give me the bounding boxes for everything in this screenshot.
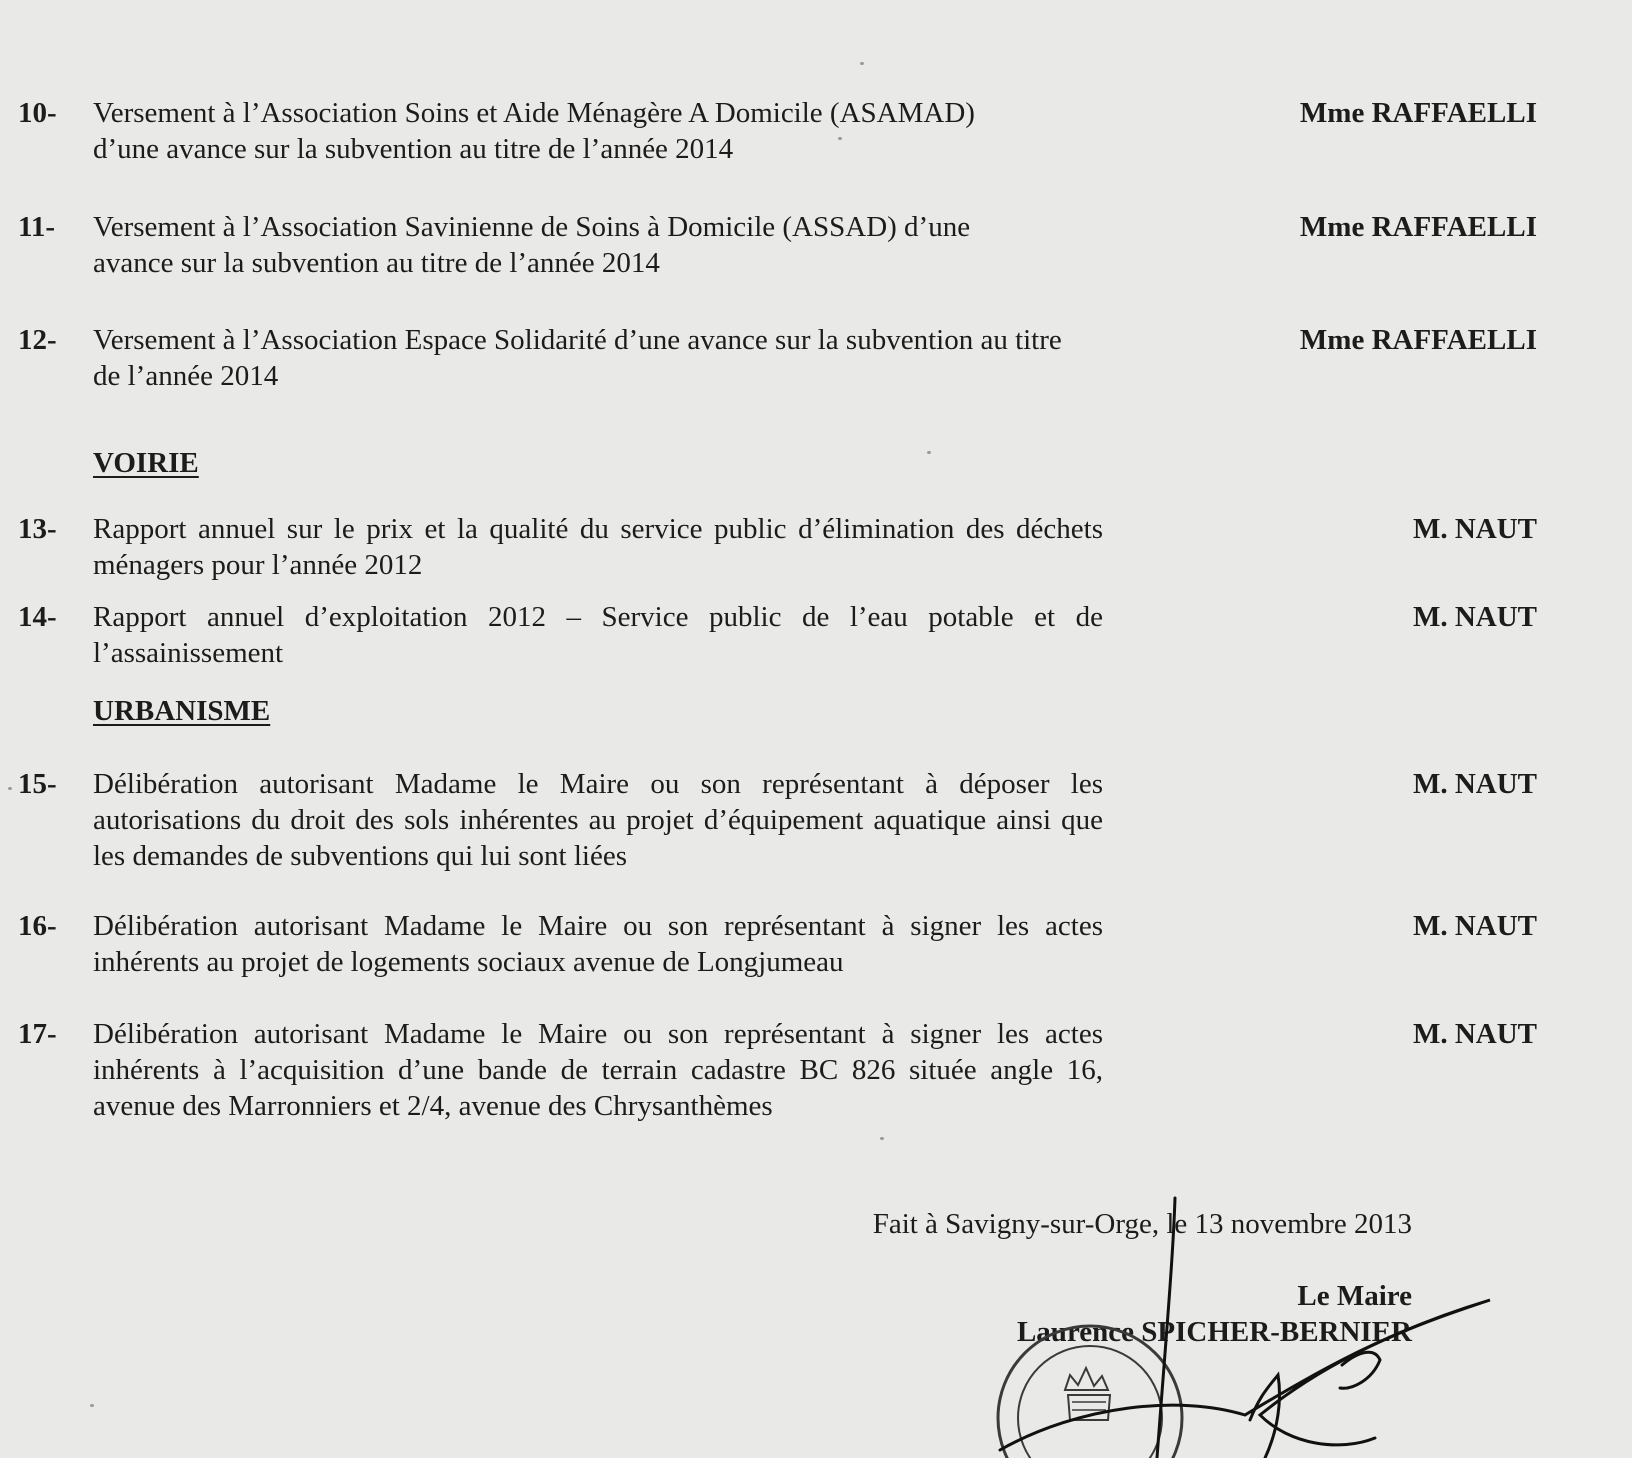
item-rapporteur: M. NAUT (1412, 768, 1537, 800)
item-rapporteur: M. NAUT (1412, 1018, 1537, 1050)
item-text: Versement à l’Association Soins et Aide Ménagère A Domicile (ASAMAD) d’une avance sur la subvention au titre de l’année 2014 (93, 97, 975, 165)
section-heading-urbanisme: URBANISME (93, 695, 271, 727)
item-text: Délibération autorisant Madame le Maire ou son représentant à signer les actes inhérents au projet de logements sociaux avenue de Longjumeau (93, 910, 1103, 978)
item-rapporteur: Mme RAFFAELLI (1299, 97, 1537, 129)
item-number: 15- (18, 768, 57, 800)
scan-speck (927, 451, 931, 454)
item-text: Rapport annuel sur le prix et la qualité du service public d’élimination des déchets ménagers pour l’année 2012 (93, 513, 1103, 581)
item-text: Versement à l’Association Savinienne de Soins à Domicile (ASSAD) d’une avance sur la subvention au titre de l’année 2014 (93, 211, 971, 279)
item-number: 10- (18, 97, 57, 129)
signatory-title: Le Maire (1297, 1280, 1412, 1312)
item-number: 13- (18, 513, 57, 545)
item-rapporteur: M. NAUT (1412, 910, 1537, 942)
item-number: 12- (18, 324, 57, 356)
scan-speck (880, 1137, 884, 1140)
item-rapporteur: Mme RAFFAELLI (1299, 211, 1537, 243)
item-number: 16- (18, 910, 57, 942)
item-text: Rapport annuel d’exploitation 2012 – Service public de l’eau potable et de l’assainissement (93, 601, 1103, 669)
scan-speck (860, 62, 864, 65)
signatory-name: Laurence SPICHER-BERNIER (1016, 1316, 1412, 1348)
item-number: 17- (18, 1018, 57, 1050)
item-number: 11- (18, 211, 56, 243)
item-text: Délibération autorisant Madame le Maire ou son représentant à déposer les autorisations du droit des sols inhérentes au projet d’équipement aquatique ainsi que les demandes de subventions qui lui sont liées (93, 768, 1103, 872)
item-text: Versement à l’Association Espace Solidarité d’une avance sur la subvention au titre de l’année 2014 (93, 324, 1062, 392)
item-rapporteur: M. NAUT (1412, 513, 1537, 545)
place-and-date: Fait à Savigny-sur-Orge, le 13 novembre 2013 (872, 1208, 1412, 1240)
scan-speck (90, 1404, 94, 1407)
signature-and-stamp (960, 1190, 1520, 1458)
item-text: Délibération autorisant Madame le Maire ou son représentant à signer les actes inhérents à l’acquisition d’une bande de terrain cadastre BC 826 située angle 16, avenue des Marronniers et 2/4, avenue des Chrysanthèmes (93, 1018, 1103, 1122)
scan-speck (838, 137, 842, 140)
item-rapporteur: Mme RAFFAELLI (1299, 324, 1537, 356)
scan-speck (8, 787, 12, 790)
section-heading-voirie: VOIRIE (93, 447, 199, 479)
item-number: 14- (18, 601, 57, 633)
item-rapporteur: M. NAUT (1412, 601, 1537, 633)
